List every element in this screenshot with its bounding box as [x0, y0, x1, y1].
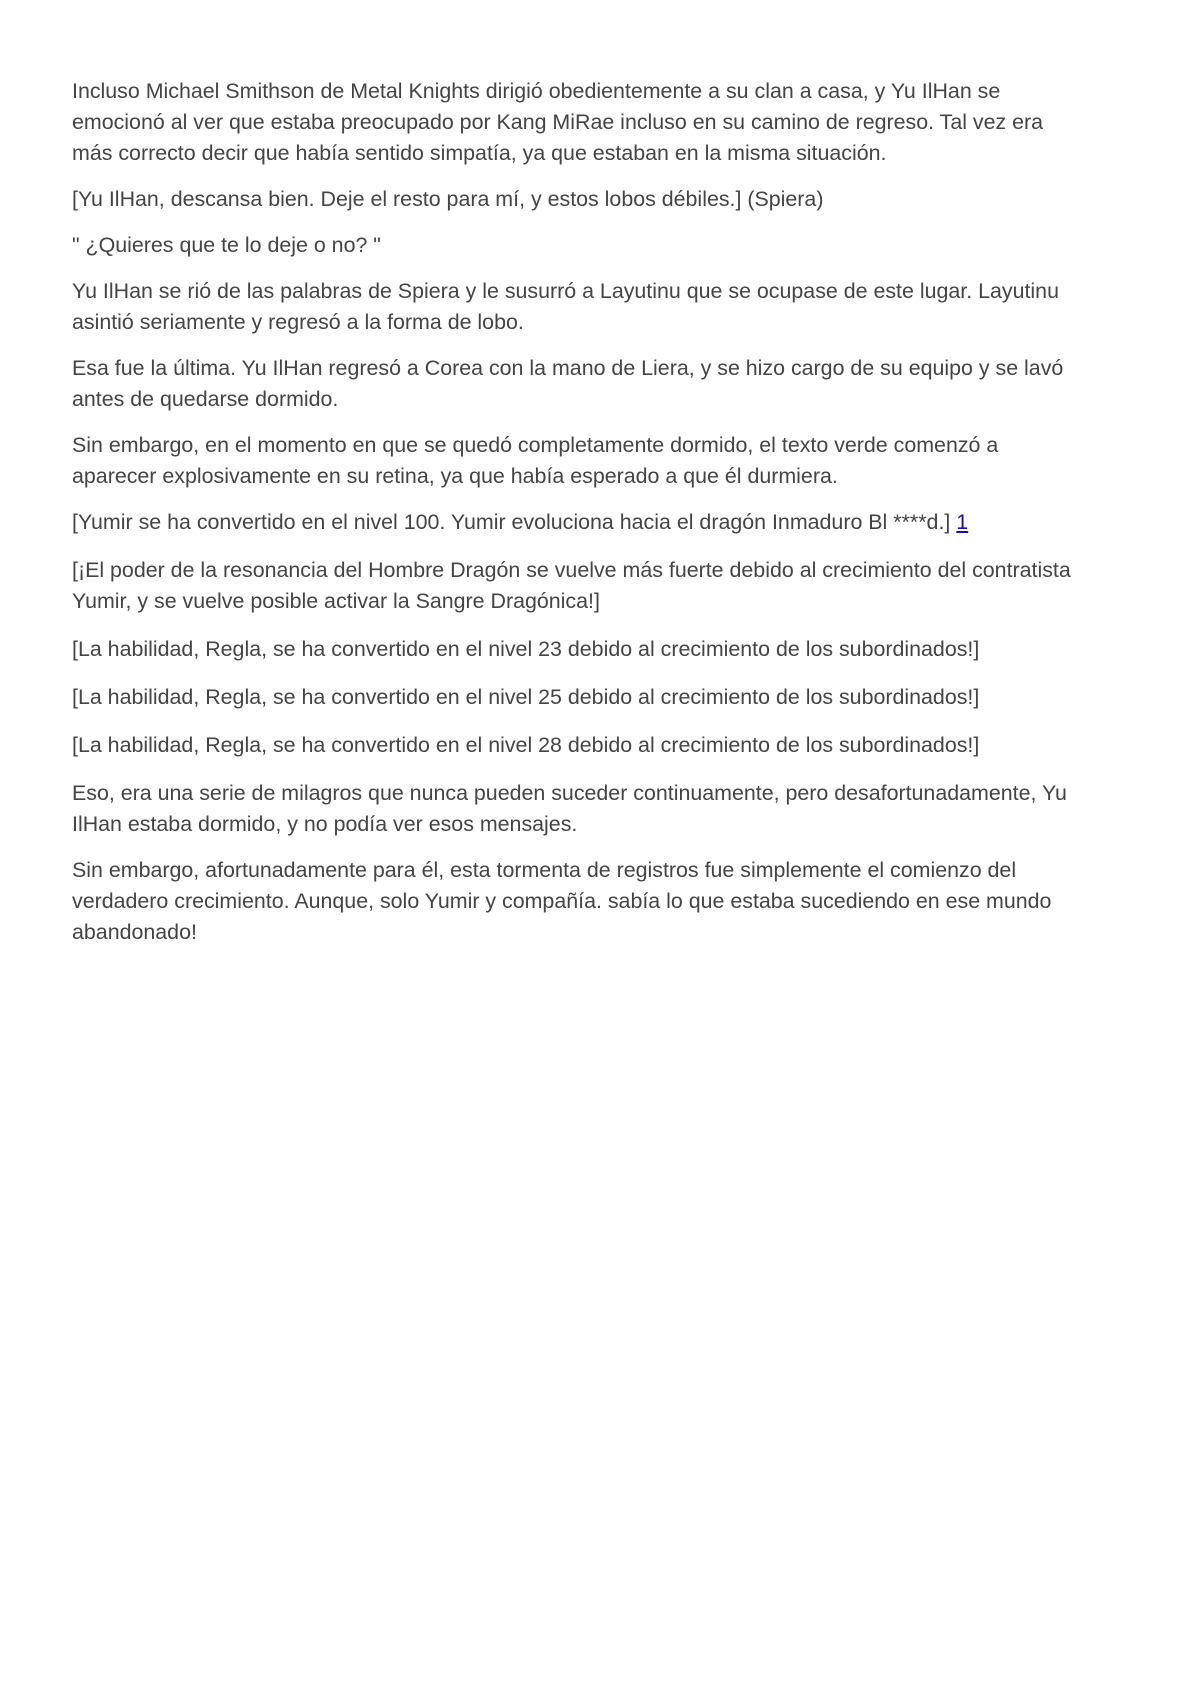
paragraph-6: Sin embargo, en el momento en que se quedó completamente dormido, el texto verde comenzó a aparecer explosivamente en su retina, ya que había esperado a que él durmiera.	[72, 433, 999, 488]
paragraph-1: Incluso Michael Smithson de Metal Knights dirigió obedientemente a su clan a casa, y Yu IlHan se emocionó al ver que estaba preocupado por Kang MiRae incluso en su camino de regreso. Tal vez era más correcto decir que había sentido simpatía, ya que estaban en la misma situación.	[72, 79, 1044, 165]
paragraph-3: " ¿Quieres que te lo deje o no? "	[72, 233, 381, 257]
paragraph-4: Yu IlHan se rió de las palabras de Spiera y le susurró a Layutinu que se ocupase de este lugar. Layutinu asintió seriamente y regresó a la forma de lobo.	[72, 279, 1059, 334]
document-body	[72, 76, 1082, 963]
paragraph-5: Esa fue la última. Yu IlHan regresó a Corea con la mano de Liera, y se hizo cargo de su equipo y se lavó antes de quedarse dormido.	[72, 356, 1064, 411]
paragraph-2: [Yu IlHan, descansa bien. Deje el resto para mí, y estos lobos débiles.] (Spiera)	[72, 187, 824, 211]
paragraph-13: Sin embargo, afortunadamente para él, esta tormenta de registros fue simplemente el comienzo del verdadero crecimiento. Aunque, solo Yumir y compañía. sabía lo que estaba sucediendo en ese mundo abandonado!	[72, 858, 1052, 944]
paragraph-7-text: [Yumir se ha convertido en el nivel 100. Yumir evoluciona hacia el dragón Inmaduro Bl ****d.]	[72, 510, 951, 534]
paragraph-8: [¡El poder de la resonancia del Hombre Dragón se vuelve más fuerte debido al crecimiento del contratista Yumir, y se vuelve posible activar la Sangre Dragónica!]	[72, 558, 1071, 613]
paragraph-10: [La habilidad, Regla, se ha convertido en el nivel 25 debido al crecimiento de los subordinados!]	[72, 685, 980, 709]
paragraph-11: [La habilidad, Regla, se ha convertido en el nivel 28 debido al crecimiento de los subordinados!]	[72, 733, 980, 757]
paragraph-9: [La habilidad, Regla, se ha convertido en el nivel 23 debido al crecimiento de los subordinados!]	[72, 637, 980, 661]
paragraph-7	[72, 507, 1082, 538]
paragraph-12: Eso, era una serie de milagros que nunca pueden suceder continuamente, pero desafortunadamente, Yu IlHan estaba dormido, y no podía ver esos mensajes.	[72, 781, 1067, 836]
footnote-link[interactable]: 1	[956, 510, 969, 534]
